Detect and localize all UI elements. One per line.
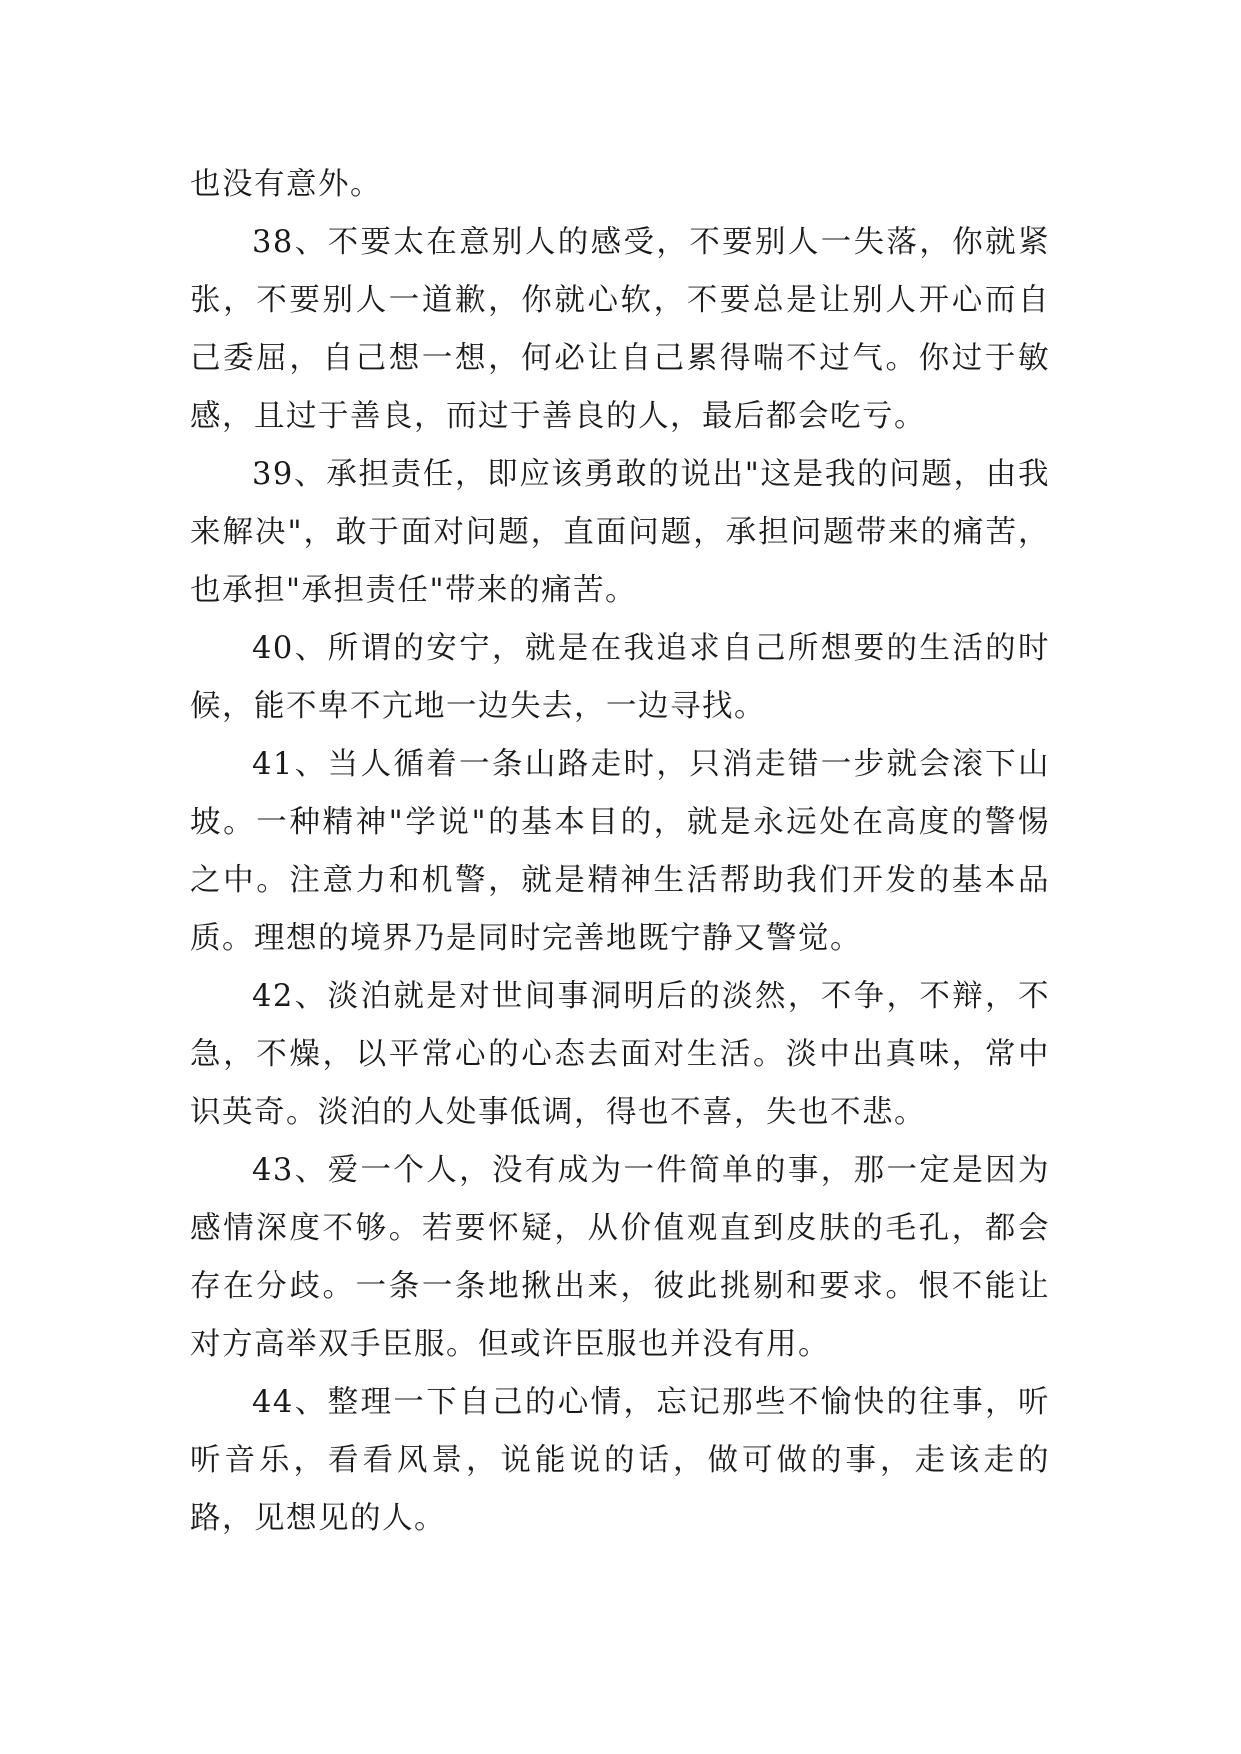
paragraph-40: 40、所谓的安宁，就是在我追求自己所想要的生活的时候，能不卑不亢地一边失去，一边寻找。 [190, 631, 1050, 724]
paragraph-43: 43、爱一个人，没有成为一件简单的事，那一定是因为感情深度不够。若要怀疑，从价值观直到皮肤的毛孔，都会存在分歧。一条一条地揪出来，彼此挑剔和要求。恨不能让对方高举双手臣服。但或许臣服也并没有用。 [190, 1153, 1050, 1362]
paragraph-39: 39、承担责任，即应该勇敢的说出"这是我的问题，由我来解决"，敢于面对问题，直面问题，承担问题带来的痛苦，也承担"承担责任"带来的痛苦。 [190, 457, 1050, 608]
paragraph-38: 38、不要太在意别人的感受，不要别人一失落，你就紧张，不要别人一道歉，你就心软，不要总是让别人开心而自己委屈，自己想一想，何必让自己累得喘不过气。你过于敏感，且过于善良，而过于善良的人，最后都会吃亏。 [190, 225, 1050, 434]
paragraph-continuation: 也没有意外。 [190, 167, 382, 202]
paragraph-44: 44、整理一下自己的心情，忘记那些不愉快的往事，听听音乐，看看风景，说能说的话，做可做的事，走该走的路，见想见的人。 [190, 1385, 1050, 1536]
paragraph-41: 41、当人循着一条山路走时，只消走错一步就会滚下山坡。一种精神"学说"的基本目的，就是永远处在高度的警惕之中。注意力和机警，就是精神生活帮助我们开发的基本品质。理想的境界乃是同时完善地既宁静又警觉。 [190, 747, 1050, 956]
paragraph-42: 42、淡泊就是对世间事洞明后的淡然，不争，不辩，不急，不燥，以平常心的心态去面对生活。淡中出真味，常中识英奇。淡泊的人处事低调，得也不喜，失也不悲。 [190, 979, 1050, 1130]
body-text [190, 156, 1050, 1548]
